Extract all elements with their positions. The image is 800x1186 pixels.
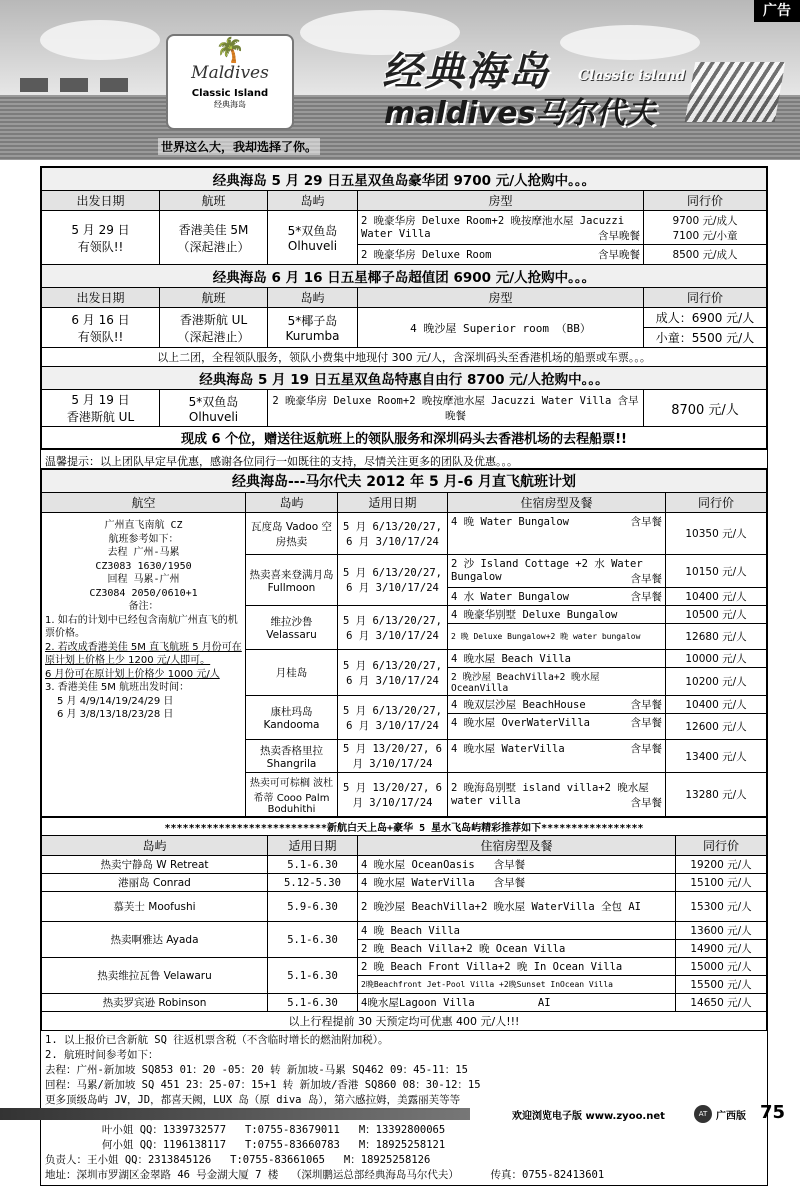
star5-room: 2晚Beachfront Jet-Pool Villa +2晚Sunset InOcean Villa: [358, 976, 676, 994]
star5-date: 5.1-6.30: [268, 856, 358, 874]
info-line: 2. 航班时间参考如下：: [45, 1049, 159, 1061]
star5-island: 慕芙士 Moofushi: [42, 892, 268, 922]
star5-room-text: 4 晚水屋 WaterVilla: [361, 877, 475, 889]
tour2-date-cell: [42, 308, 160, 348]
logo-en: Classic Island: [191, 88, 269, 99]
charter-room: 2 晚 Deluxe Bungalow+2 晚 water bungalow: [448, 624, 666, 650]
tour1-date: 5 月 29 日: [71, 222, 130, 237]
charter-room-meal: 含早餐: [630, 573, 662, 585]
charter-date: 5 月 13/20/27, 6 月 3/10/17/24: [338, 740, 448, 773]
charter-room-meal: 含早餐: [630, 796, 662, 809]
star5-island: 港丽岛 Conrad: [42, 874, 268, 892]
tour1-flight-cell: [160, 211, 268, 265]
at-logo-icon: AT: [694, 1105, 712, 1123]
tour2-price-adult: 成人：6900 元/人: [644, 308, 767, 328]
charter-room-text: 2 晚海岛别墅 island villa+2 晚水屋 water villa: [451, 781, 649, 807]
col-header: 出发日期: [42, 191, 160, 211]
col-header: 适用日期: [338, 493, 448, 513]
remark-4: 3. 香港美佳 5M 航班出发时间：: [45, 682, 190, 693]
tour3-flight: 香港斯航 UL: [66, 410, 135, 424]
col-header: 同行价: [644, 288, 767, 308]
water-villa-icon: [20, 78, 48, 92]
tour1-date-cell: [42, 211, 160, 265]
star5-price: 14900 元/人: [676, 940, 767, 958]
footer-bar: [0, 1108, 470, 1120]
charter-room-text: 4 晚水屋 OverWaterVilla: [451, 717, 590, 729]
col-header: 岛屿: [246, 493, 338, 513]
tour2-island-en: Kurumba: [285, 329, 340, 343]
star5-date: 5.1-6.30: [268, 922, 358, 958]
logo-maldives: Maldives: [191, 63, 269, 83]
charter-price: 13400 元/人: [666, 740, 767, 773]
star5-price: 15100 元/人: [676, 874, 767, 892]
col-header: 出发日期: [42, 288, 160, 308]
star5-price: 19200 元/人: [676, 856, 767, 874]
charter-date: 5 月 6/13/20/27, 6 月 3/10/17/24: [338, 513, 448, 555]
tour2-flight-note: （深起港止）: [177, 329, 250, 344]
charter-date: 5 月 6/13/20/27, 6 月 3/10/17/24: [338, 650, 448, 696]
remark-1: 1. 如右的计划中已经包含南航广州直飞的机票价格。: [45, 614, 238, 639]
tour3-island-cell: [160, 390, 268, 427]
footer-site[interactable]: 欢迎浏览电子版 www.zyoo.net: [512, 1111, 665, 1122]
star5-island: 热卖啊雅达 Ayada: [42, 922, 268, 958]
tour1-room2-text: 2 晚豪华房 Deluxe Room: [361, 249, 492, 261]
col-header: 航空: [42, 493, 246, 513]
tour3-room: [268, 390, 644, 427]
remark-2: 2. 若改成香港美佳 5M 直飞航班 5 月份可在原计划上价格上少 1200 元/人即可。: [45, 641, 242, 666]
airline-info-line: 航班参考如下：: [108, 533, 179, 545]
tour1-leader: 有领队!!: [77, 239, 124, 254]
tour2-date: 6 月 16 日: [71, 312, 130, 327]
tour3-room-meal: 含早晚餐: [445, 395, 639, 422]
table-row: [42, 856, 767, 874]
star5-island: 热卖罗宾逊 Robinson: [42, 994, 268, 1012]
remark-5: 5 月 4/9/14/19/24/29 日: [57, 695, 174, 707]
contact-line: 负责人：王小姐 QQ：2313845126 T:0755-83661065 M：18925258126: [45, 1154, 431, 1166]
tour3-price: 8700 元/人: [644, 390, 767, 427]
water-villa-icon: [60, 78, 88, 92]
airline-info-line: 去程 广州-马累: [107, 547, 180, 558]
charter-island: 热卖香格里拉 Shangrila: [246, 740, 338, 773]
tour2-island: 5*椰子岛: [287, 314, 338, 328]
tour1-table: [41, 167, 767, 449]
charter-price: 10500 元/人: [666, 606, 767, 624]
slogan: 世界这么大，我却选择了你。: [158, 138, 320, 155]
charter-date: 5 月 6/13/20/27, 6 月 3/10/17/24: [338, 606, 448, 650]
tour1-flight-note: （深起港止）: [177, 239, 250, 254]
charter-room: [448, 740, 666, 773]
star5-date: 5.1-6.30: [268, 958, 358, 994]
tour1-island-en: Olhuveli: [287, 239, 338, 253]
star5-room: 2 晚 Beach Front Villa+2 晚 In Ocean Villa: [358, 958, 676, 976]
tour1-room1-meal: 含早晚餐: [598, 229, 640, 242]
table-row: [42, 892, 767, 922]
charter-room: [448, 555, 666, 588]
tour2-flight: 香港斯航 UL: [179, 312, 248, 327]
charter-room: 4 晚水屋 Beach Villa: [448, 650, 666, 668]
tour1-island-cell: [268, 211, 358, 265]
col-header: 岛屿: [268, 191, 358, 211]
tour3-island: 5*双鱼岛: [188, 394, 239, 409]
charter-room-meal: 含早餐: [630, 516, 662, 528]
charter-island: 维拉沙鲁 Velassaru: [246, 606, 338, 650]
remark-3: 6 月份可在原计划上价格少 1000 元/人: [45, 668, 220, 680]
star5-island: 热卖维拉瓦鲁 Velawaru: [42, 958, 268, 994]
col-header: 航班: [160, 191, 268, 211]
charter-island: 热卖喜来登满月岛 Fullmoon: [246, 555, 338, 606]
tour1-room1: [358, 211, 644, 245]
star5-room: [358, 994, 676, 1012]
star5-price: 14650 元/人: [676, 994, 767, 1012]
charter-table: [41, 469, 767, 817]
charter-room-meal: 含早餐: [630, 591, 662, 603]
charter-price: 12600 元/人: [666, 714, 767, 740]
star5-room: [358, 856, 676, 874]
col-header: 同行价: [676, 836, 767, 856]
charter-price: 10000 元/人: [666, 650, 767, 668]
star5-price: 15000 元/人: [676, 958, 767, 976]
airline-info-line: CZ3083 1630/1950: [95, 560, 192, 572]
tour1-room2-meal: 含早晚餐: [598, 249, 640, 261]
charter-room: 2 晚沙屋 BeachVilla+2 晚水屋 OceanVilla: [448, 668, 666, 696]
title-en: Classic island: [578, 68, 686, 84]
charter-room-text: 4 水 Water Bungalow: [451, 591, 569, 603]
charter-room-text: 4 晚 Water Bungalow: [451, 516, 569, 528]
cloud: [560, 25, 700, 60]
page-footer: [0, 1100, 800, 1127]
header-banner: [0, 0, 800, 160]
tour1-room1-text: 2 晚豪华房 Deluxe Room+2 晚按摩池水屋 Jacuzzi Water Villa: [361, 214, 625, 240]
charter-price: 10400 元/人: [666, 588, 767, 606]
cloud: [40, 20, 160, 60]
tour2-title: 经典海岛 6 月 16 日五星椰子岛超值团 6900 元/人抢购中。。。: [42, 265, 767, 288]
palm-icon: 🌴: [215, 36, 245, 64]
info-line: 去程：广州-新加坡 SQ853 01：20 -05：20 转 新加坡-马累 SQ462 09：45-11：15: [45, 1064, 468, 1076]
title-sub: maldives马尔代夫: [384, 96, 656, 131]
contact-line: 何小姐 QQ：1196138117 T:0755-83660783 M：18925258121: [45, 1139, 446, 1151]
star5-room-meal: AI: [537, 997, 551, 1009]
charter-island: 热卖可可棕榈 波杜希蒂 Cooo Palm Boduhithi: [246, 773, 338, 817]
col-header: 岛屿: [42, 836, 268, 856]
star5-price: 15300 元/人: [676, 892, 767, 922]
star5-room: 2 晚 Beach Villa+2 晚 Ocean Villa: [358, 940, 676, 958]
charter-price: 13280 元/人: [666, 773, 767, 817]
tour2-island-cell: [268, 308, 358, 348]
title-main: 经典海岛: [382, 49, 550, 95]
maldives-logo: [166, 34, 294, 130]
tour1-price2: 7100 元/小童: [672, 229, 738, 242]
footer-edition: 广西版: [716, 1111, 746, 1122]
remark-6: 6 月 3/8/13/18/23/28 日: [57, 709, 174, 720]
tour1-price3: 8500 元/成人: [644, 245, 767, 265]
table-row: [42, 874, 767, 892]
star5-date: 5.12-5.30: [268, 874, 358, 892]
airline-info-line: 回程 马累-广州: [107, 574, 180, 585]
tour1-title: 经典海岛 5 月 29 日五星双鱼岛豪华团 9700 元/人抢购中。。。: [42, 168, 767, 191]
charter-title: 经典海岛---马尔代夫 2012 年 5 月-6 月直飞航班计划: [42, 470, 767, 493]
airline-info-line: CZ3084 2050/0610+1: [89, 587, 198, 599]
col-header: 同行价: [666, 493, 767, 513]
table-row: [42, 958, 767, 976]
table-row: [42, 994, 767, 1012]
charter-island: 瓦度岛 Vadoo 空房热卖: [246, 513, 338, 555]
tour3-date-cell: [42, 390, 160, 427]
charter-panel: [40, 468, 768, 1186]
star5-island: 热卖宁静岛 W Retreat: [42, 856, 268, 874]
star5-room-text: 4晚水屋Lagoon Villa: [361, 997, 475, 1009]
tour2-flight-cell: [160, 308, 268, 348]
tours-panel: [40, 166, 768, 473]
tour1-island: 5*双鱼岛: [287, 224, 338, 238]
ad-tag: 广告: [754, 0, 800, 22]
airline-info-cell: [42, 513, 246, 817]
tour3-island-en: Olhuveli: [188, 409, 239, 424]
star5-date: 5.9-6.30: [268, 892, 358, 922]
tour1-room2: [358, 245, 644, 265]
tour2-note: 以上二团，全程领队服务，领队小费集中地现付 300 元/人，含深圳码头至香港机场的船票或车票。。。: [42, 348, 767, 367]
charter-price: 10200 元/人: [666, 668, 767, 696]
col-header: 住宿房型及餐: [448, 493, 666, 513]
info-line: 回程：马累/新加坡 SQ 451 23：25-07：15+1 转 新加坡/香港 SQ860 08：30-12：15: [45, 1079, 481, 1091]
address-line: 地址：深圳市罗湖区金翠路 46 号金湖大厦 7 楼 （深圳鹏运总部经典海岛马尔代夫） 传真：0755-82413601: [45, 1169, 605, 1181]
charter-date: 5 月 6/13/20/27, 6 月 3/10/17/24: [338, 555, 448, 606]
tour3-room-text: 2 晚豪华房 Deluxe Room+2 晚按摩池水屋 Jacuzzi Water Villa: [272, 395, 612, 407]
col-header: 房型: [358, 191, 644, 211]
star5-room: 2 晚沙屋 BeachVilla+2 晚水屋 WaterVilla 全包 AI: [358, 892, 676, 922]
star5-footer-note: 以上行程提前 30 天预定均可优惠 400 元/人!!!: [42, 1012, 767, 1031]
col-header: 住宿房型及餐: [358, 836, 676, 856]
tour3-title: 经典海岛 5 月 19 日五星双鱼岛特惠自由行 8700 元/人抢购中。。。: [42, 367, 767, 390]
col-header: 房型: [358, 288, 644, 308]
star5-room-text: 4 晚水屋 OceanOasis: [361, 859, 475, 871]
charter-price: 10150 元/人: [666, 555, 767, 588]
tour1-flight: 香港美佳 5M: [178, 222, 249, 237]
star5-price: 15500 元/人: [676, 976, 767, 994]
charter-room-meal: 含早餐: [630, 717, 662, 729]
star5-room-meal: 含早餐: [493, 877, 526, 889]
charter-island: 月桂岛: [246, 650, 338, 696]
tour2-leader: 有领队!!: [77, 329, 124, 344]
charter-room: [448, 773, 666, 817]
star5-price: 13600 元/人: [676, 922, 767, 940]
logo-cn: 经典海岛: [214, 100, 246, 109]
star5-banner: ***************************新航白天上岛+豪华 5 星水飞岛屿精彩推荐如下*****************: [42, 818, 767, 836]
page-number: 75: [760, 1102, 786, 1123]
col-header: 航班: [160, 288, 268, 308]
charter-room: [448, 513, 666, 555]
star5-room: [358, 874, 676, 892]
charter-date: 5 月 13/20/27, 6 月 3/10/17/24: [338, 773, 448, 817]
charter-room-text: 4 晚双层沙屋 BeachHouse: [451, 699, 586, 711]
col-header: 适用日期: [268, 836, 358, 856]
col-header: 岛屿: [268, 288, 358, 308]
charter-room: 4 晚豪华别墅 Deluxe Bungalow: [448, 606, 666, 624]
tour2-room: 4 晚沙屋 Superior room （BB）: [358, 308, 644, 348]
beach-chair-icon: [685, 62, 786, 122]
tour3-promo: 现成 6 个位，赠送往返航班上的领队服务和深圳码头去香港机场的去程船票!!: [42, 427, 767, 449]
tour-tip: 温馨提示：以上团队早定早优惠，感谢各位同行一如既往的支持，尽情关注更多的团队及优惠。。。: [41, 449, 767, 472]
tour1-price1: 9700 元/成人: [672, 214, 738, 227]
charter-price: 10350 元/人: [666, 513, 767, 555]
charter-island: 康杜玛岛 Kandooma: [246, 696, 338, 740]
airline-info-line: 备注：: [128, 601, 159, 612]
star5-date: 5.1-6.30: [268, 994, 358, 1012]
info-line: 更多顶级岛屿 JV，JD，都喜天阙，LUX 岛（原 diva 岛），第六感拉姆，美露丽芙等等: [45, 1094, 461, 1106]
charter-date: 5 月 6/13/20/27, 6 月 3/10/17/24: [338, 696, 448, 740]
charter-room: [448, 588, 666, 606]
table-row: [42, 922, 767, 940]
water-villa-icon: [100, 78, 128, 92]
info-line: 1. 以上报价已含新航 SQ 往返机票含税（不含临时增长的燃油附加税）。: [45, 1034, 389, 1046]
star5-room-meal: 含早餐: [493, 859, 526, 871]
charter-room-meal: 含早餐: [630, 699, 662, 711]
charter-room-text: 2 沙 Island Cottage +2 水 Water Bungalow: [451, 558, 643, 583]
charter-room-meal: 含早餐: [630, 743, 662, 755]
charter-room-text: 4 晚水屋 WaterVilla: [451, 743, 565, 755]
col-header: 同行价: [644, 191, 767, 211]
airline-info-line: 广州直飞南航 CZ: [104, 520, 183, 531]
star5-room: 4 晚 Beach Villa: [358, 922, 676, 940]
tour3-date: 5 月 19 日: [71, 393, 130, 407]
star5-table: [41, 817, 767, 1031]
contact-line: 叶小姐 QQ：1339732577 T:0755-83679011 M：13392800065: [45, 1124, 446, 1136]
charter-price: 12680 元/人: [666, 624, 767, 650]
tour2-price-child: 小童：5500 元/人: [644, 328, 767, 348]
charter-room: [448, 714, 666, 740]
tour1-price-cell: [644, 211, 767, 245]
charter-price: 10400 元/人: [666, 696, 767, 714]
charter-room: [448, 696, 666, 714]
